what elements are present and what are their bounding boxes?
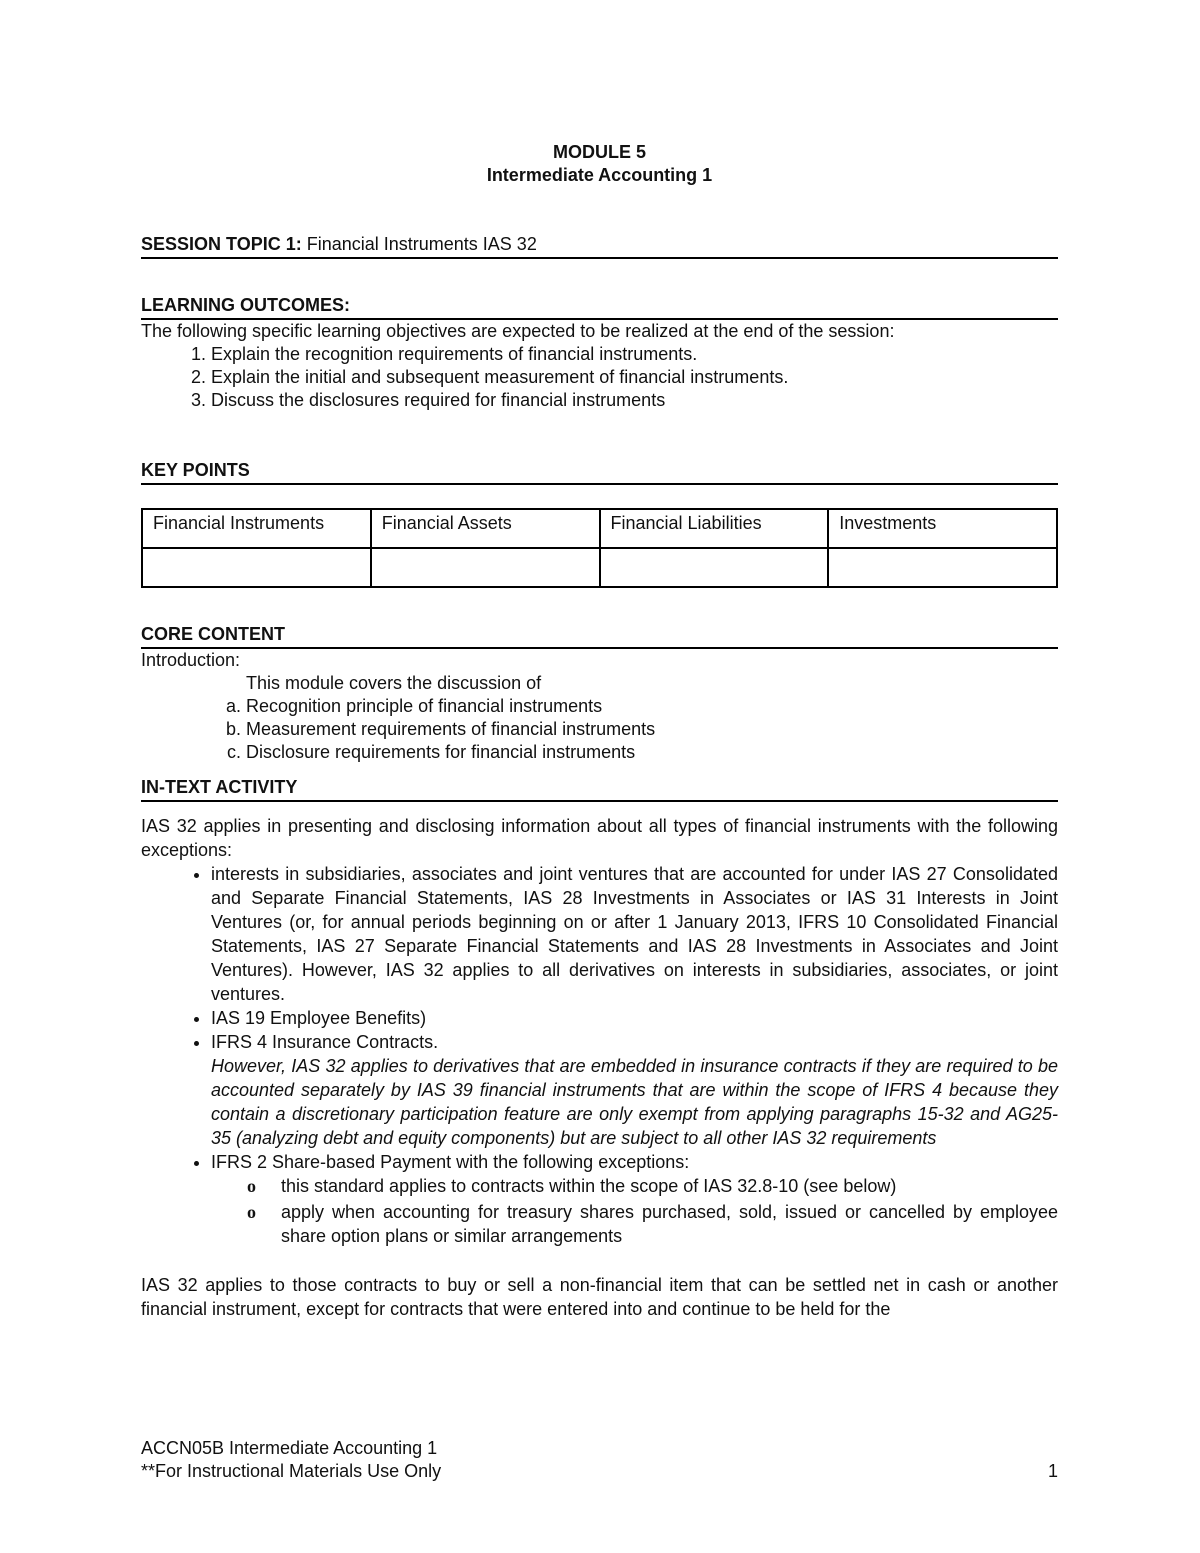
introduction-text: This module covers the discussion of: [246, 673, 542, 693]
introduction-label: Introduction:: [141, 650, 241, 670]
exception-item: [211, 1030, 1058, 1150]
key-points-column-header: Financial Assets: [371, 509, 600, 548]
sub-item-text: apply when accounting for treasury shares purchased, sold, issued or cancelled by employee share option plans or similar arrangements: [281, 1202, 1058, 1246]
page-number: 1: [1047, 1461, 1058, 1481]
sub-bullet-marker: o: [247, 1202, 256, 1222]
learning-outcome-item: 1. Explain the recognition requirements of financial instruments.: [211, 343, 1058, 366]
activity-paragraph: IAS 32 applies to those contracts to buy or sell a non-financial item that can be settled net in cash or another financial instrument, except for contracts that were entered into and continue to be held for the: [141, 1275, 1058, 1319]
in-text-activity-heading: IN-TEXT ACTIVITY: [141, 776, 1058, 802]
core-content-heading: CORE CONTENT: [141, 623, 1058, 649]
core-content-list: [141, 695, 1058, 764]
key-points-column-header: Financial Instruments: [142, 509, 371, 548]
sub-item-text: this standard applies to contracts within the scope of IAS 32.8-10 (see below): [281, 1176, 897, 1196]
ifrs2-sub-item: [247, 1174, 1058, 1198]
key-points-heading: KEY POINTS: [141, 459, 1058, 485]
session-topic: [141, 233, 1058, 259]
key-points-empty-row: [142, 548, 1057, 587]
learning-outcomes-intro: The following specific learning objectives are expected to be realized at the end of the session:: [141, 321, 895, 341]
activity-paragraph: IAS 32 applies in presenting and disclosing information about all types of financial instruments with the following exceptions:: [141, 816, 1058, 860]
page-content: [141, 141, 1058, 1321]
key-points-column-header: Financial Liabilities: [600, 509, 829, 548]
key-points-header-row: [142, 509, 1057, 548]
exceptions-list: [141, 862, 1058, 1248]
exception-item-title: • IFRS 2 Share-based Payment with the following exceptions:: [211, 1152, 690, 1172]
course-title: Intermediate Accounting 1: [486, 165, 713, 185]
session-topic-value: Financial Instruments IAS 32: [301, 234, 537, 254]
sub-bullet-marker: o: [247, 1176, 256, 1196]
learning-outcome-item: 3. Discuss the disclosures required for financial instruments: [211, 389, 1058, 412]
learning-outcomes-list: [141, 343, 1058, 412]
core-content-item: c. Disclosure requirements for financial instruments: [246, 741, 1058, 764]
page-footer: [141, 1437, 1058, 1483]
learning-outcome-item: 2. Explain the initial and subsequent measurement of financial instruments.: [211, 366, 1058, 389]
core-content-item: b. Measurement requirements of financial instruments: [246, 718, 1058, 741]
key-points-cell: [142, 548, 371, 587]
session-topic-label: SESSION TOPIC 1:: [141, 234, 302, 254]
exception-item: • IAS 19 Employee Benefits): [211, 1006, 1058, 1030]
footer-course-code: ACCN05B Intermediate Accounting 1: [141, 1438, 438, 1458]
footer-note: **For Instructional Materials Use Only: [141, 1461, 442, 1481]
learning-outcomes-heading: LEARNING OUTCOMES:: [141, 294, 1058, 320]
exception-item: • interests in subsidiaries, associates and joint ventures that are accounted for under IAS 27 Consolidated and Separate Financial Statements, IAS 28 Investments in Associates or IAS 31 Interests in Joint Ventures (or, for annual periods beginning on or after 1 January 2013, IFRS 10 Consolidated Financial Statements, IAS 27 Separate Financial Statements and IAS 28 Investments in Associates and Joint Ventures). However, IAS 32 applies to all derivatives on interests in subsidiaries, associates, or joint ventures.: [211, 862, 1058, 1006]
key-points-cell: [371, 548, 600, 587]
exception-item: [211, 1150, 1058, 1248]
key-points-column-header: Investments: [828, 509, 1057, 548]
ifrs2-sub-list: [211, 1174, 1058, 1248]
core-content-item: a. Recognition principle of financial instruments: [246, 695, 1058, 718]
module-title: MODULE 5: [552, 142, 646, 162]
key-points-table: [141, 508, 1058, 588]
exception-item-title: • IFRS 4 Insurance Contracts.: [211, 1032, 439, 1052]
ifrs2-sub-item: [247, 1200, 1058, 1248]
ifrs4-note: However, IAS 32 applies to derivatives that are embedded in insurance contracts if they are required to be accounted separately by IAS 39 financial instruments that are within the scope of IFRS 4 because they contain a discretionary participation feature are only exempt from applying paragraphs 15-32 and AG25-35 (analyzing debt and equity components) but are subject to all other IAS 32 requirements: [211, 1056, 1058, 1148]
key-points-cell: [600, 548, 829, 587]
key-points-cell: [828, 548, 1057, 587]
